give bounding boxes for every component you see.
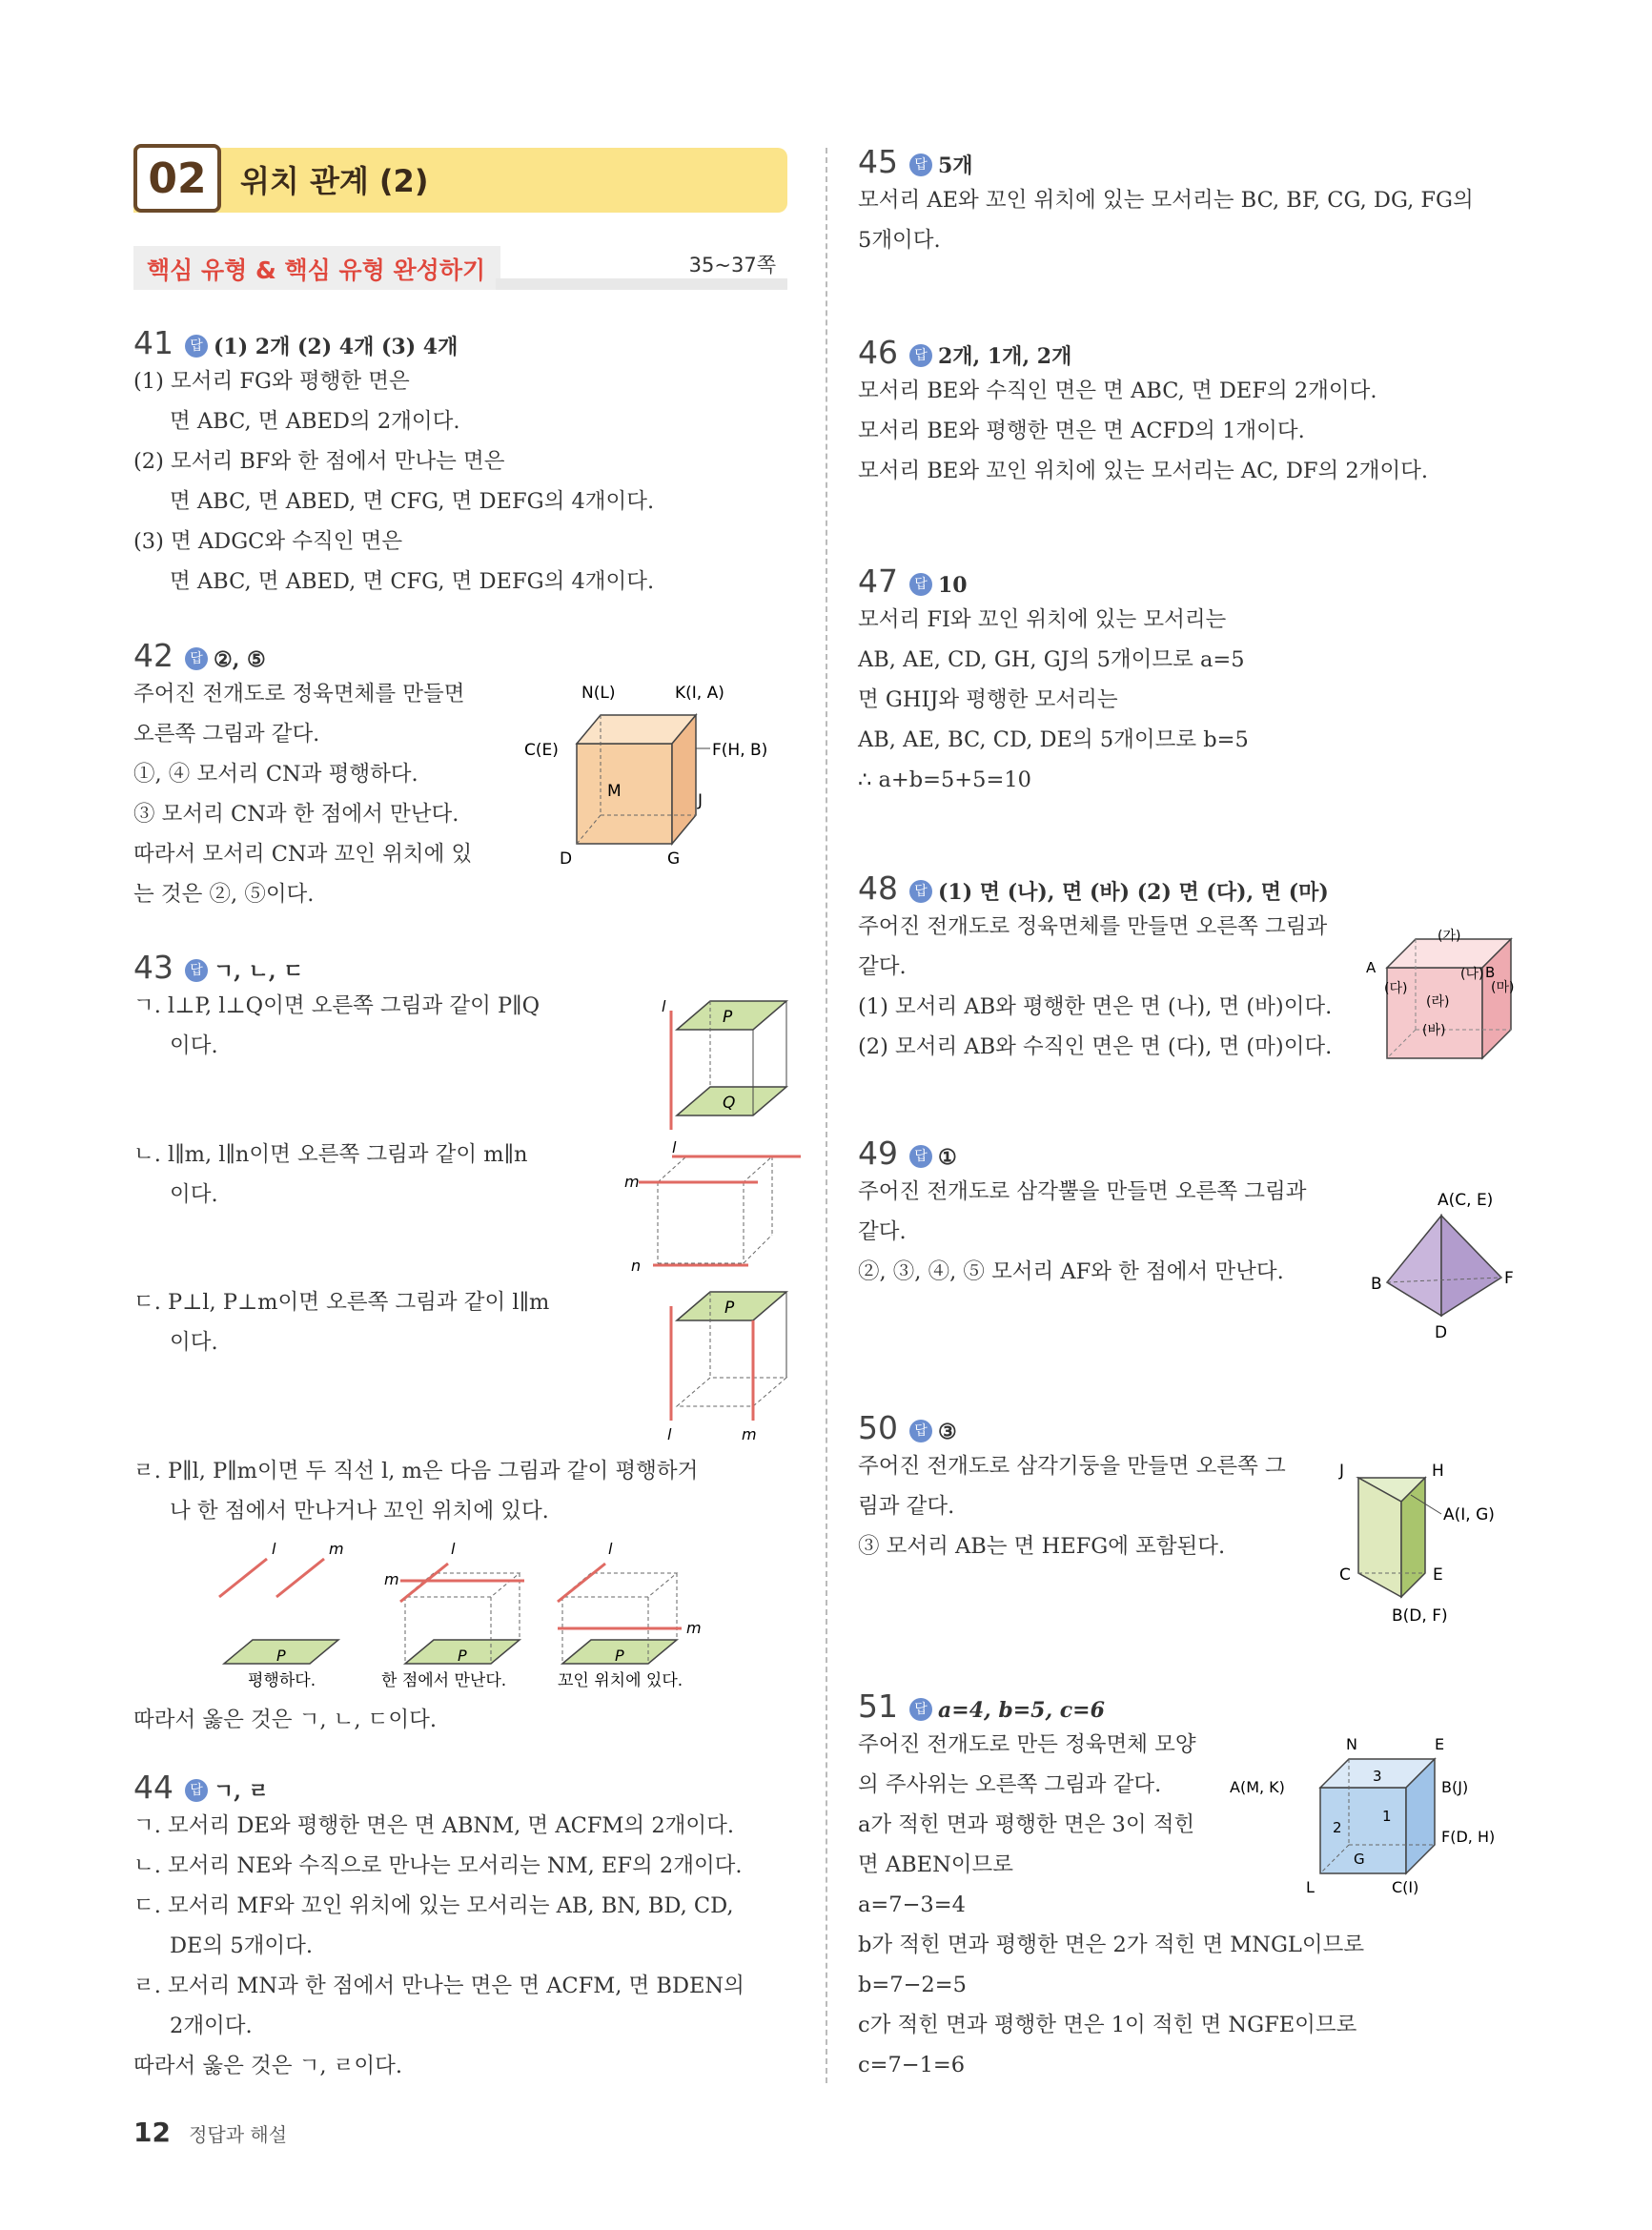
problem-number: 51	[858, 1688, 898, 1725]
answer-badge-icon: 답	[909, 1420, 932, 1442]
problem-50	[858, 1409, 1286, 1566]
problem-44	[133, 1769, 744, 2086]
solution-line: 면 ABEN이므로	[858, 1852, 1013, 1877]
svg-text:l: l	[608, 1540, 613, 1558]
page-number: 12	[133, 2117, 171, 2148]
problem-43	[133, 949, 540, 1066]
problem-47	[858, 563, 1249, 800]
svg-text:n: n	[631, 1257, 642, 1273]
svg-text:(바): (바)	[1422, 1023, 1446, 1038]
answer-badge-icon: 답	[909, 573, 932, 596]
svg-text:l: l	[272, 1540, 276, 1558]
answer: (1) 2개 (2) 4개 (3) 4개	[214, 335, 459, 359]
answer-badge-icon: 답	[185, 959, 208, 982]
svg-text:B: B	[1371, 1275, 1382, 1294]
svg-text:l: l	[451, 1540, 456, 1558]
section-header	[133, 148, 787, 213]
problem-43-d	[133, 1451, 698, 1531]
svg-text:F: F	[1504, 1269, 1514, 1288]
svg-text:L: L	[1306, 1878, 1315, 1896]
solution-line: ㄱ. 모서리 DE와 평행한 면은 면 ABNM, 면 ACFM의 2개이다.	[133, 1813, 734, 1838]
solution-line: (1) 모서리 FG와 평행한 면은	[133, 369, 410, 394]
solution-line: DE의 5개이다.	[170, 1933, 314, 1958]
solution-line: 주어진 전개도로 삼각뿔을 만들면 오른쪽 그림과	[858, 1179, 1307, 1204]
svg-text:J: J	[1339, 1462, 1345, 1481]
solution-line: 이다.	[170, 1182, 218, 1207]
svg-text:P: P	[724, 1299, 735, 1318]
problem-43-b	[133, 1135, 528, 1215]
answer-badge-icon: 답	[185, 1779, 208, 1802]
column-divider	[826, 148, 827, 2083]
solution-line: 주어진 전개도로 삼각기둥을 만들면 오른쪽 그	[858, 1454, 1286, 1479]
solution-line: a=7−3=4	[858, 1892, 966, 1917]
answer: ②, ⑤	[214, 647, 266, 672]
solution-line: 는 것은 ②, ⑤이다.	[133, 882, 315, 907]
svg-text:G: G	[1354, 1851, 1365, 1868]
dice-figure-51	[1230, 1735, 1525, 1897]
solution-line: AB, AE, CD, GH, GJ의 5개이므로 a=5	[858, 647, 1245, 672]
solution-line: 따라서 모서리 CN과 꼬인 위치에 있	[133, 842, 473, 867]
svg-text:3: 3	[1373, 1768, 1382, 1785]
vertex-label: G	[667, 849, 681, 868]
solution-line: 의 주사위는 오른쪽 그림과 같다.	[858, 1772, 1162, 1797]
svg-text:l: l	[662, 997, 666, 1015]
answer-badge-icon: 답	[909, 1698, 932, 1721]
svg-text:N: N	[1346, 1735, 1357, 1753]
vertex-label: N(L)	[581, 684, 616, 703]
planes-figure-d	[214, 1535, 720, 1688]
solution-line: 2개이다.	[170, 2014, 253, 2038]
svg-text:(나): (나)	[1460, 967, 1484, 982]
answer-badge-icon: 답	[909, 153, 932, 176]
answer-badge-icon: 답	[185, 647, 208, 670]
answer: 5개	[938, 153, 973, 178]
svg-text:P: P	[615, 1647, 624, 1665]
svg-text:m: m	[742, 1425, 757, 1443]
svg-text:(라): (라)	[1426, 994, 1450, 1010]
svg-text:m: m	[384, 1570, 399, 1588]
answer-badge-icon: 답	[185, 335, 208, 358]
footer-label: 정답과 해설	[189, 2123, 288, 2146]
problem-45	[858, 143, 1474, 260]
answer: ③	[938, 1420, 957, 1444]
svg-text:A(M, K): A(M, K)	[1230, 1778, 1285, 1796]
solution-line: ③ 모서리 CN과 한 점에서 만난다.	[133, 802, 459, 827]
solution-line: ㄴ. 모서리 NE와 수직으로 만나는 모서리는 NM, EF의 2개이다.	[133, 1853, 743, 1878]
svg-text:A: A	[1366, 959, 1377, 976]
problem-49	[858, 1135, 1306, 1292]
solution-line: 같다.	[858, 1219, 907, 1244]
problem-43-conclusion	[133, 1700, 437, 1740]
answer-badge-icon: 답	[909, 1145, 932, 1168]
svg-text:2: 2	[1333, 1819, 1342, 1836]
solution-line: 모서리 AE와 꼬인 위치에 있는 모서리는 BC, BF, CG, DG, FG의	[858, 188, 1474, 213]
problem-41	[133, 324, 654, 602]
solution-line: ∴ a+b=5+5=10	[858, 767, 1031, 792]
solution-line: (1) 모서리 AB와 평행한 면은 면 (나), 면 (바)이다.	[858, 994, 1333, 1019]
solution-line: 주어진 전개도로 만든 정육면체 모양	[858, 1732, 1196, 1757]
svg-text:D: D	[1435, 1323, 1448, 1342]
svg-text:F(D, H): F(D, H)	[1441, 1828, 1496, 1846]
problem-number: 50	[858, 1409, 898, 1446]
solution-line: ③ 모서리 AB는 면 HEFG에 포함된다.	[858, 1534, 1226, 1559]
solution-line: 면 ABC, 면 ABED, 면 CFG, 면 DEFG의 4개이다.	[170, 569, 655, 594]
svg-text:Q: Q	[723, 1094, 736, 1113]
svg-text:(가): (가)	[1438, 929, 1461, 944]
cube-figure-48	[1363, 915, 1525, 1068]
svg-text:m: m	[624, 1173, 640, 1191]
solution-line: 나 한 점에서 만나거나 꼬인 위치에 있다.	[170, 1499, 549, 1524]
solution-line: 따라서 옳은 것은 ㄱ, ㄴ, ㄷ이다.	[133, 1708, 438, 1732]
svg-text:B(D, F): B(D, F)	[1392, 1606, 1448, 1626]
answer: ㄱ, ㄴ, ㄷ	[214, 959, 304, 984]
svg-text:E: E	[1435, 1735, 1445, 1753]
solution-line: (2) 모서리 AB와 수직인 면은 면 (다), 면 (마)이다.	[858, 1034, 1333, 1059]
svg-text:B: B	[1485, 964, 1496, 981]
subheader	[133, 246, 787, 290]
problem-number: 49	[858, 1135, 898, 1172]
answer: a=4, b=5, c=6	[938, 1698, 1105, 1723]
svg-text:l: l	[672, 1139, 677, 1156]
svg-text:E: E	[1433, 1565, 1443, 1585]
solution-line: c가 적힌 면과 평행한 면은 1이 적힌 면 NGFE이므로	[858, 2013, 1357, 2037]
solution-line: ②, ③, ④, ⑤ 모서리 AF와 한 점에서 만난다.	[858, 1259, 1284, 1284]
answer: ㄱ, ㄹ	[214, 1779, 269, 1804]
problem-number: 44	[133, 1769, 173, 1806]
problem-number: 47	[858, 563, 898, 600]
cube-figure-42	[520, 677, 806, 868]
solution-line: ㄷ. 모서리 MF와 꼬인 위치에 있는 모서리는 AB, BN, BD, CD,	[133, 1893, 734, 1918]
solution-line: ㄱ. l⊥P, l⊥Q이면 오른쪽 그림과 같이 P∥Q	[133, 993, 540, 1018]
problem-number: 46	[858, 334, 898, 371]
solution-line: 림과 같다.	[858, 1494, 955, 1519]
solution-line: 면 GHIJ와 평행한 모서리는	[858, 687, 1118, 712]
svg-text:P: P	[276, 1647, 286, 1665]
solution-line: ㄷ. P⊥l, P⊥m이면 오른쪽 그림과 같이 l∥m	[133, 1290, 550, 1315]
page-footer	[133, 2117, 287, 2148]
problem-number: 41	[133, 324, 173, 361]
solution-line: ㄹ. 모서리 MN과 한 점에서 만나는 면은 면 ACFM, 면 BDEN의	[133, 1974, 744, 1998]
problem-42	[133, 637, 472, 914]
solution-line: (2) 모서리 BF와 한 점에서 만나는 면은	[133, 449, 505, 474]
svg-text:m: m	[329, 1540, 344, 1558]
prism-figure-50	[1335, 1459, 1525, 1630]
solution-line: ㄹ. P∥l, P∥m이면 두 직선 l, m은 다음 그림과 같이 평행하거	[133, 1459, 699, 1483]
solution-line: (3) 면 ADGC와 수직인 면은	[133, 529, 403, 554]
svg-text:(다): (다)	[1384, 981, 1408, 996]
solution-line: 모서리 BE와 수직인 면은 면 ABC, 면 DEF의 2개이다.	[858, 378, 1377, 403]
solution-line: 5개이다.	[858, 228, 941, 253]
subheader-pages: 35~37쪽	[688, 254, 776, 276]
solution-line: 이다.	[170, 1033, 218, 1058]
vertex-label: F(H, B)	[712, 741, 768, 760]
solution-line: 따라서 옳은 것은 ㄱ, ㄹ이다.	[133, 2054, 402, 2078]
vertex-label: J	[698, 791, 704, 810]
solution-line: 모서리 FI와 꼬인 위치에 있는 모서리는	[858, 607, 1227, 632]
section-number: 02	[133, 144, 221, 213]
solution-line: 모서리 BE와 평행한 면은 면 ACFD의 1개이다.	[858, 419, 1305, 443]
problem-number: 42	[133, 637, 173, 674]
solution-line: 이다.	[170, 1330, 218, 1355]
svg-text:m: m	[686, 1619, 702, 1637]
lines-figure-b	[620, 1139, 801, 1273]
solution-line: c=7−1=6	[858, 2053, 966, 2077]
solution-line: ①, ④ 모서리 CN과 평행하다.	[133, 762, 418, 787]
svg-text:l: l	[667, 1425, 672, 1443]
problem-46	[858, 334, 1428, 491]
solution-line: 주어진 전개도로 정육면체를 만들면 오른쪽 그림과	[858, 914, 1328, 939]
answer: 10	[938, 573, 968, 598]
svg-text:(마): (마)	[1491, 980, 1515, 995]
problem-number: 48	[858, 869, 898, 907]
problem-48	[858, 869, 1332, 1067]
vertex-label: C(E)	[524, 741, 559, 760]
section-title: 위치 관계 (2)	[240, 163, 429, 199]
solution-line: 면 ABC, 면 ABED, 면 CFG, 면 DEFG의 4개이다.	[170, 489, 655, 514]
planes-figure-c	[658, 1287, 801, 1444]
figure-caption: 한 점에서 만난다.	[381, 1671, 507, 1688]
figure-caption: 꼬인 위치에 있다.	[558, 1671, 683, 1688]
vertex-label: M	[607, 782, 622, 801]
solution-line: a가 적힌 면과 평행한 면은 3이 적힌	[858, 1812, 1195, 1837]
figure-caption: 평행하다.	[248, 1671, 316, 1688]
solution-line: 면 ABC, 면 ABED의 2개이다.	[170, 409, 460, 434]
pyramid-figure-49	[1363, 1182, 1525, 1349]
svg-text:P: P	[458, 1647, 467, 1665]
solution-line: AB, AE, BC, CD, DE의 5개이므로 b=5	[858, 727, 1249, 752]
solution-line: 주어진 전개도로 정육면체를 만들면	[133, 682, 465, 706]
solution-line: 오른쪽 그림과 같다.	[133, 722, 320, 747]
answer: (1) 면 (나), 면 (바) (2) 면 (다), 면 (마)	[938, 880, 1329, 905]
subheader-title: 핵심 유형 & 핵심 유형 완성하기	[147, 256, 486, 284]
solution-line: b가 적힌 면과 평행한 면은 2가 적힌 면 MNGL이므로	[858, 1933, 1365, 1957]
svg-text:C(I): C(I)	[1392, 1878, 1419, 1896]
solution-line: ㄴ. l∥m, l∥n이면 오른쪽 그림과 같이 m∥n	[133, 1142, 528, 1167]
problem-number: 45	[858, 143, 898, 180]
solution-line: 같다.	[858, 954, 907, 979]
problem-number: 43	[133, 949, 173, 986]
vertex-label: D	[560, 849, 573, 868]
answer-badge-icon: 답	[909, 880, 932, 903]
svg-text:A(C, E): A(C, E)	[1438, 1191, 1494, 1210]
vertex-label: K(I, A)	[675, 684, 724, 703]
svg-text:A(I, G): A(I, G)	[1443, 1505, 1495, 1524]
solution-line: b=7−2=5	[858, 1973, 967, 1997]
problem-43-c	[133, 1282, 549, 1362]
svg-text:H: H	[1432, 1462, 1444, 1481]
svg-text:1: 1	[1382, 1808, 1392, 1825]
answer: ①	[938, 1145, 957, 1170]
answer: 2개, 1개, 2개	[938, 344, 1072, 369]
svg-text:C: C	[1339, 1565, 1351, 1585]
answer-badge-icon: 답	[909, 344, 932, 367]
solution-line: 모서리 BE와 꼬인 위치에 있는 모서리는 AC, DF의 2개이다.	[858, 459, 1429, 483]
svg-text:B(J): B(J)	[1441, 1778, 1469, 1796]
planes-figure-a	[658, 996, 801, 1130]
svg-text:P: P	[723, 1008, 733, 1027]
